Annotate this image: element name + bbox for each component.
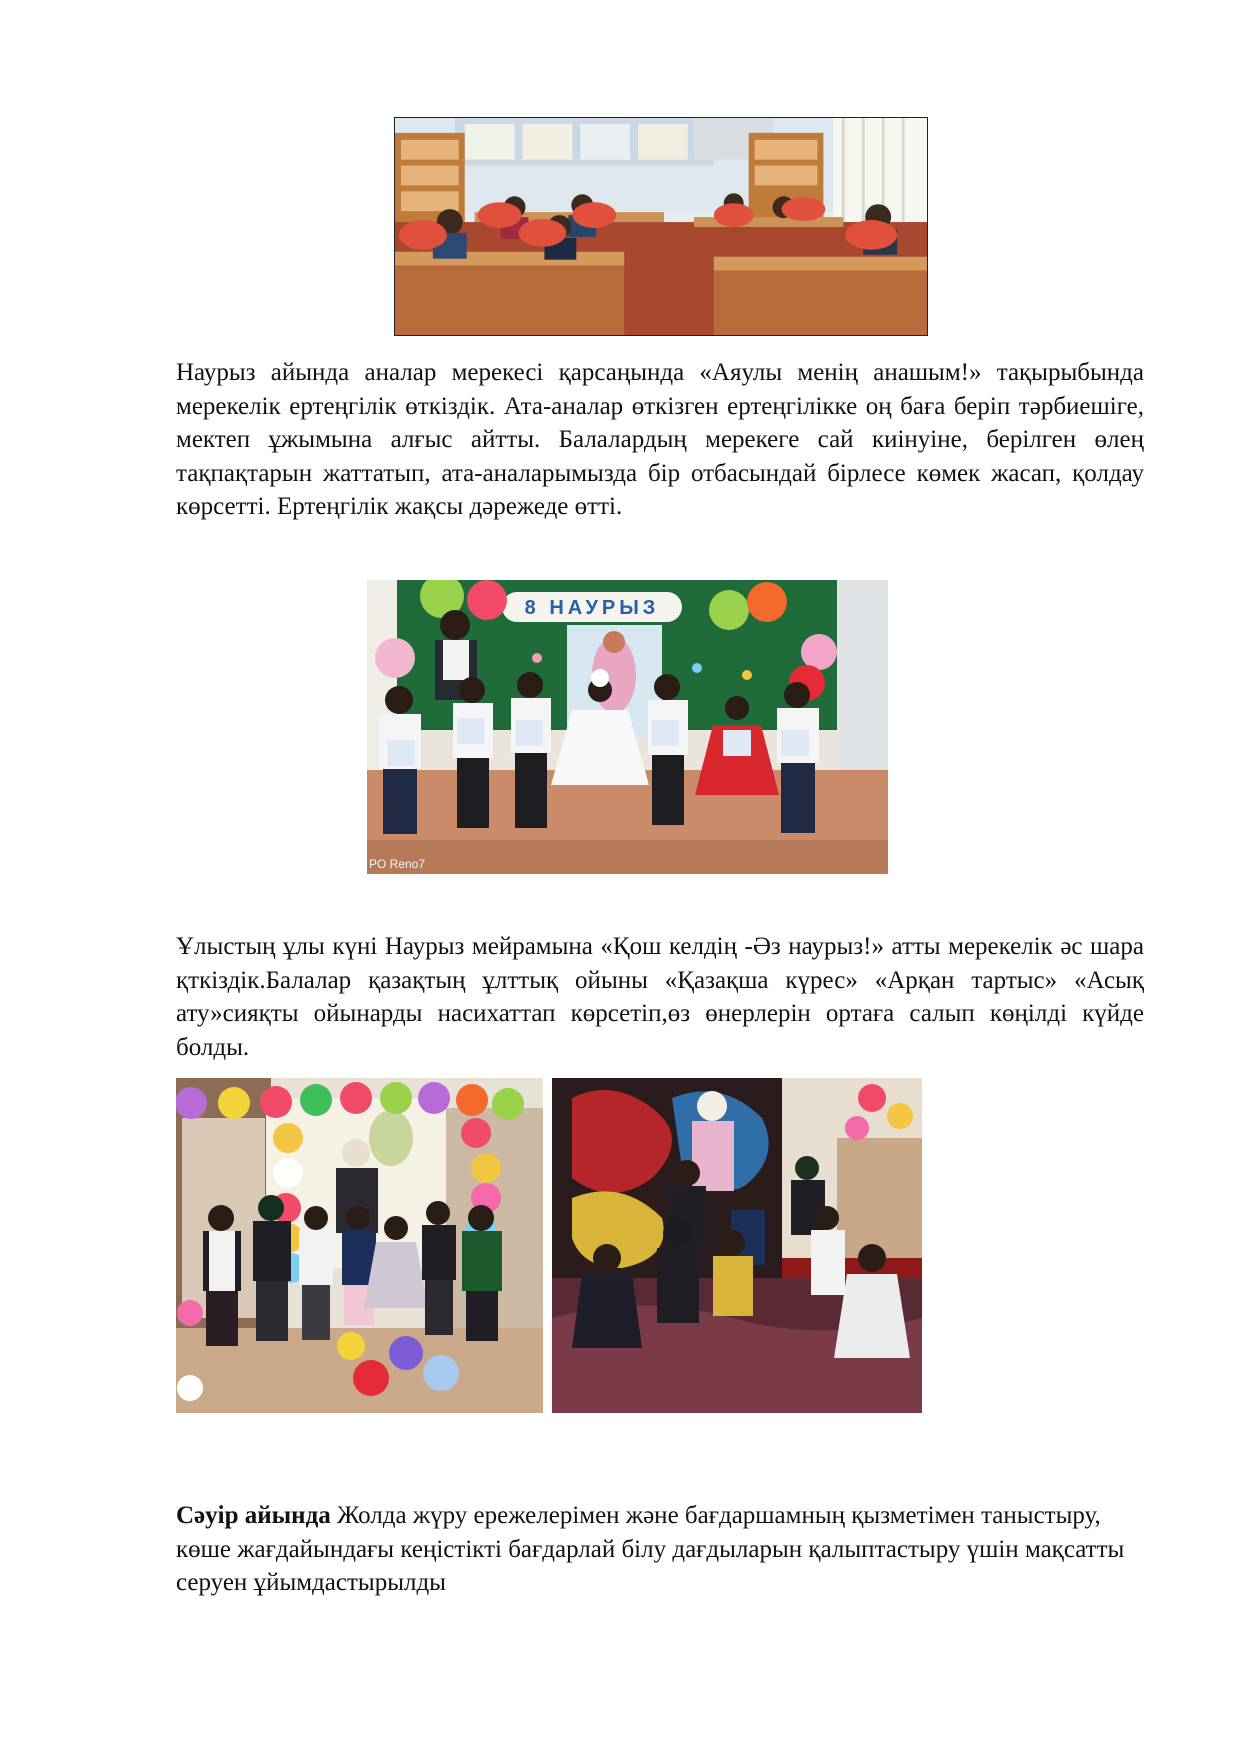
nauryz-photo-right — [552, 1078, 922, 1413]
nauryz-paragraph: Ұлыстың ұлы күні Наурыз мейрамына «Қош келдің -Әз наурыз!» атты мерекелік әс шара қткіздік.Балалар қазақтың ұлттық ойыны «Қазақша күрес» «Арқан тартыс» «Асық ату»сияқты ойынарды насихаттап көрсетіп,өз өнерлерін ортаға салып көңілді күйде болды. — [176, 933, 1144, 1061]
april-paragraph — [176, 1499, 1144, 1600]
april-text: Жолда жүру ережелерімен және бағдаршамның қызметімен таныстыру, көше жағдайындағы кеңістікті бағдарлай білу дағдыларын қалыптастыру үшін мақсатты серуен ұйымдастырылды — [176, 1502, 1125, 1596]
march8-banner: 8 НАУРЫЗ — [524, 597, 660, 619]
march8-photo — [367, 580, 888, 874]
mothers-day-paragraph: Наурыз айында аналар мерекесі қарсаңында «Аяулы менің анашым!» тақырыбында мерекелік ертеңгілік өткіздік. Ата-аналар өткізген ертеңгілікке оң баға беріп тәрбиешіге, мектеп ұжымына алғыс айтты. Балалардың мерекеге сай киінуіне, берілген өлең тақпақтарын жаттатып, ата-аналарымызда бір отбасындай бірлесе көмек жасап, қолдау көрсетті. Ертеңгілік жақсы дәрежеде өтті. — [176, 359, 1144, 520]
nauryz-photo-left — [176, 1078, 543, 1413]
classroom-photo — [394, 117, 928, 336]
april-heading: Сәуір айында — [176, 1502, 331, 1529]
march8-watermark: PO Reno7 — [369, 857, 426, 871]
